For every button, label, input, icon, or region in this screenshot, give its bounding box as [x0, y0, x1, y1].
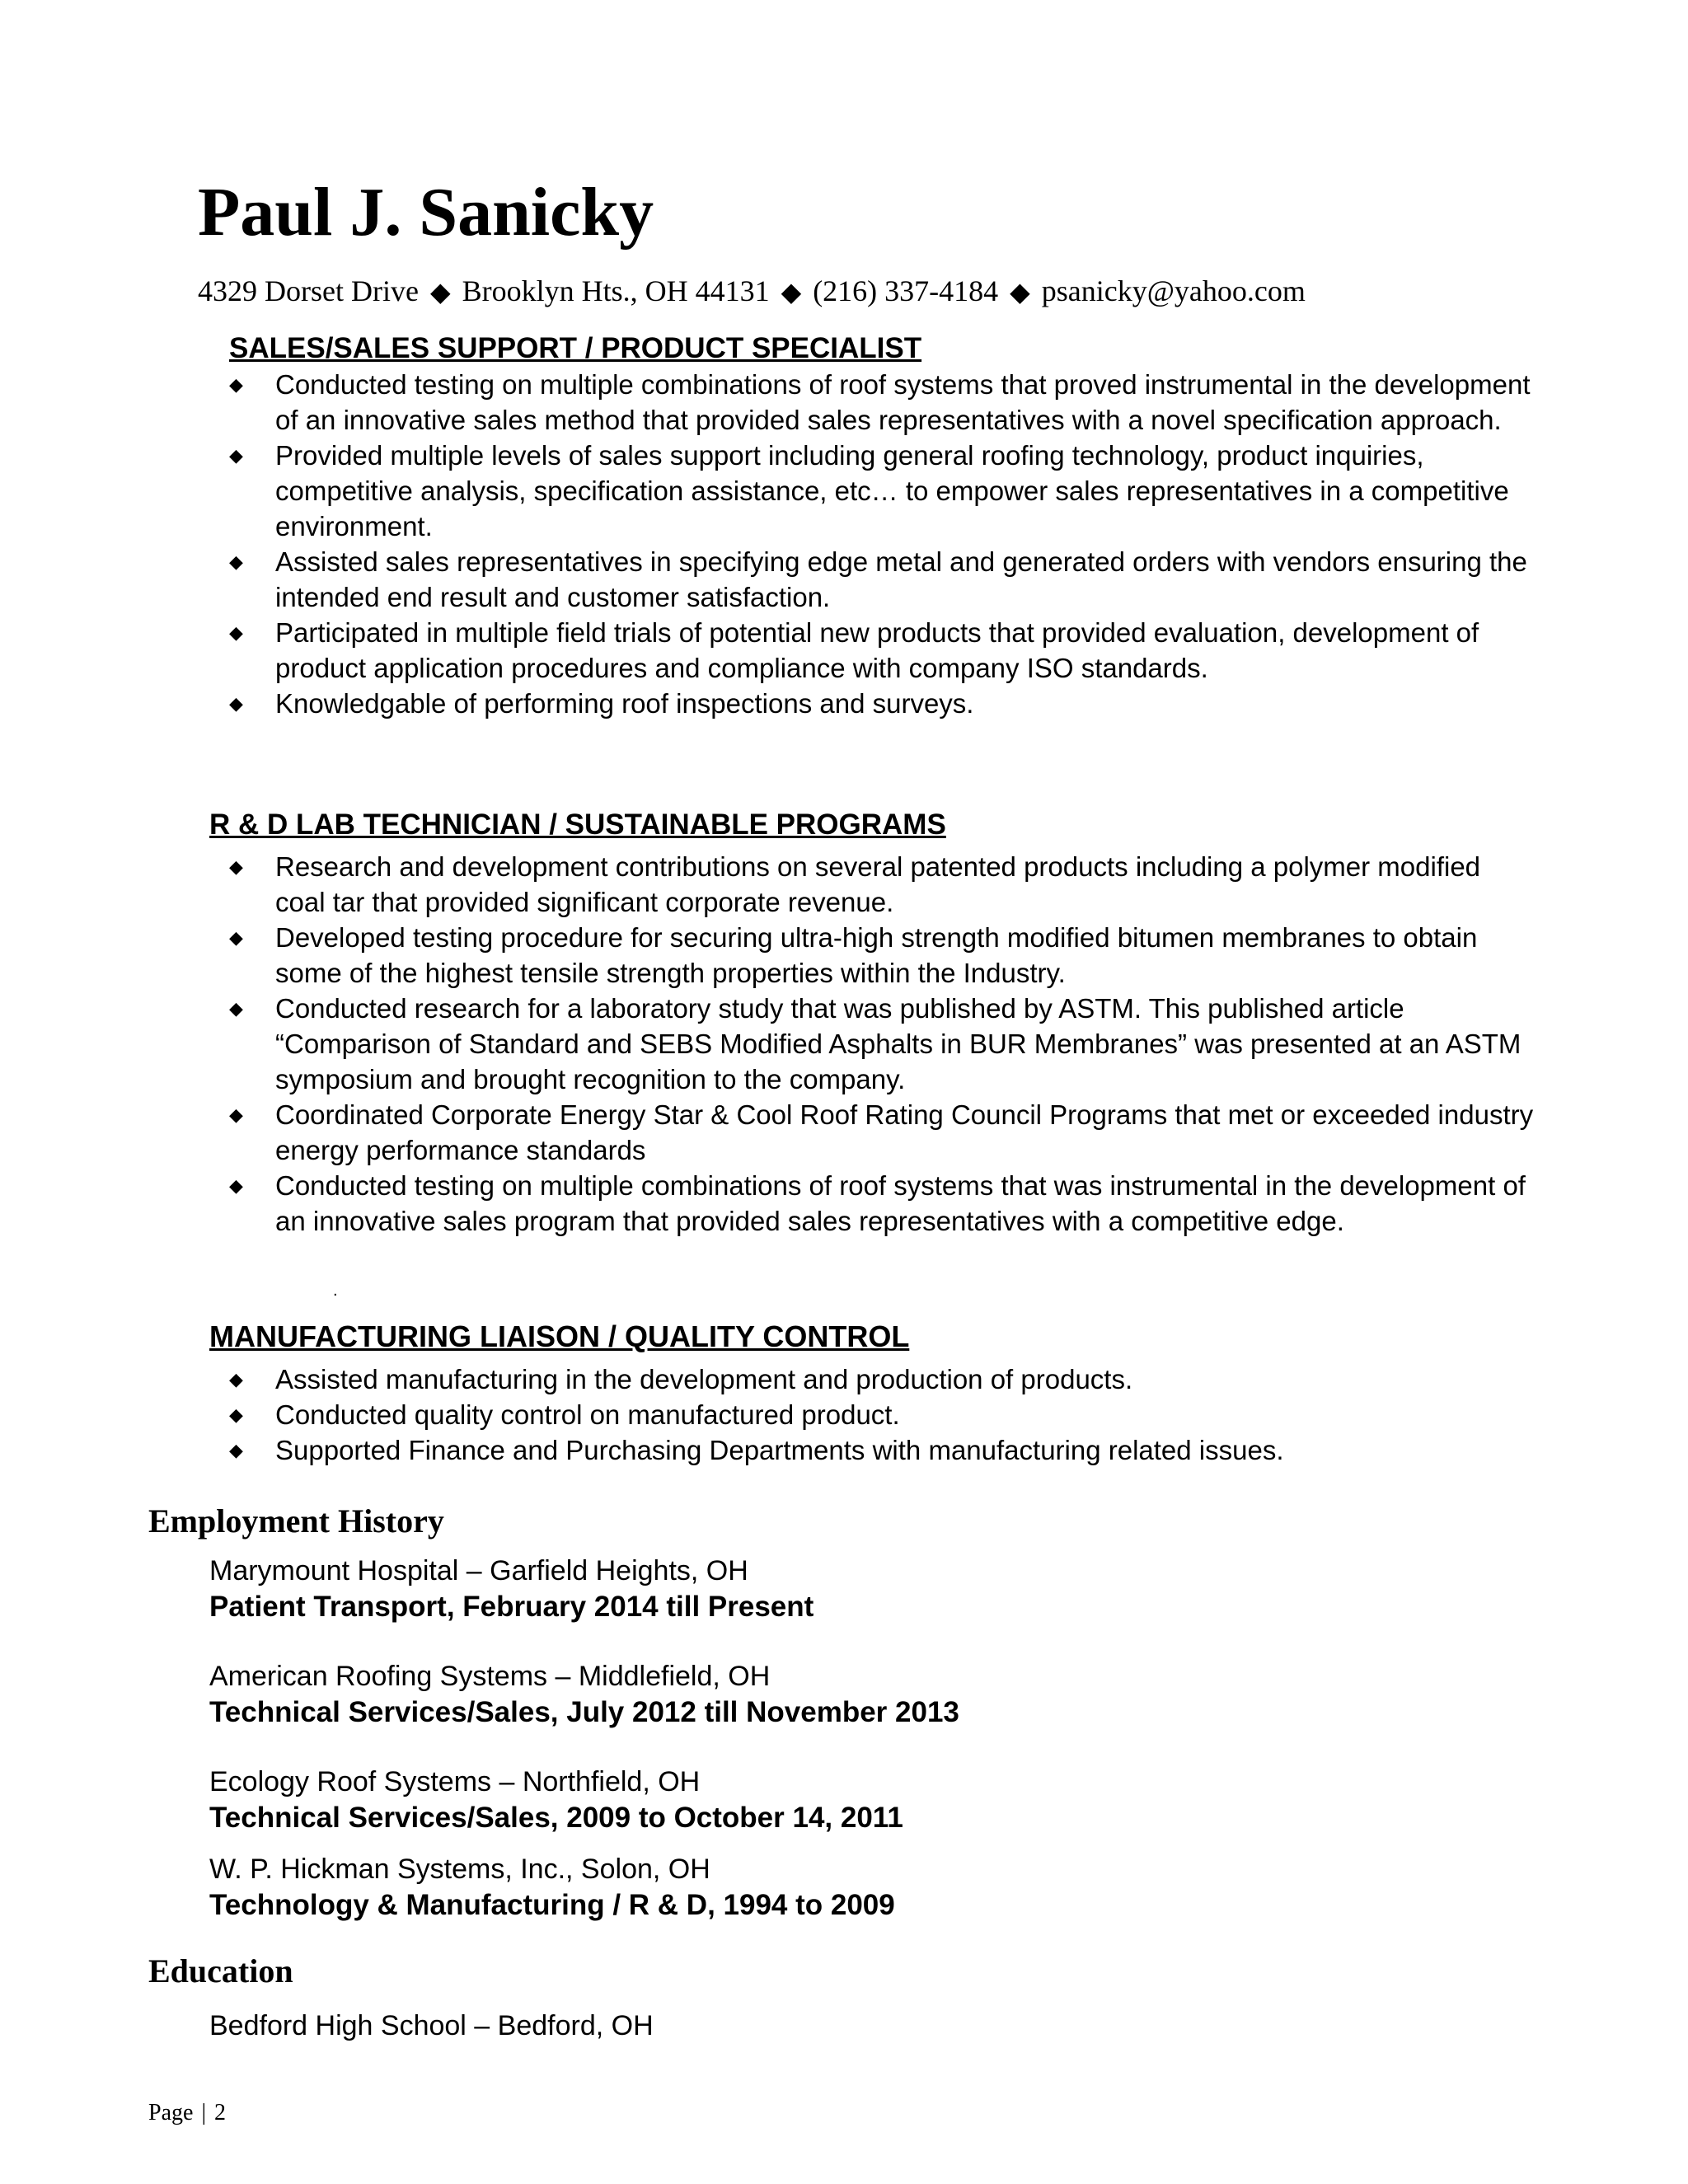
list-item: ◆ Coordinated Corporate Energy Star & Cool Roof Rating Council Programs that met or exceeded industry energy performance standards	[224, 1097, 1535, 1168]
employer-name: Ecology Roof Systems – Northfield, OH	[209, 1766, 701, 1797]
candidate-name: Paul J. Sanicky	[198, 174, 654, 251]
section-title-rd-lab: R & D LAB TECHNICIAN / SUSTAINABLE PROGRAMS	[209, 808, 946, 841]
manufacturing-bullet-list	[224, 1361, 1535, 1468]
footer-divider: |	[201, 2100, 207, 2125]
list-item: ◆ Supported Finance and Purchasing Departments with manufacturing related issues.	[224, 1432, 1535, 1468]
list-item: ◆ Research and development contributions on several patented products including a polymer modified coal tar that provided significant corporate revenue.	[224, 849, 1535, 920]
job-entry	[209, 1553, 814, 1625]
email-address: psanicky@yahoo.com	[1041, 274, 1306, 307]
separator-diamond: ◆	[781, 277, 802, 307]
list-item: ◆ Knowledgable of performing roof inspections and surveys.	[224, 686, 1535, 721]
page-footer	[148, 2100, 226, 2126]
diamond-bullet-icon: ◆	[229, 445, 243, 466]
contact-line	[198, 274, 1306, 309]
list-item: ◆ Assisted sales representatives in specifying edge metal and generated orders with vendors ensuring the intended end result and customer satisfaction.	[224, 544, 1535, 615]
diamond-bullet-icon: ◆	[229, 693, 243, 714]
list-item: ◆ Developed testing procedure for securing ultra-high strength modified bitumen membranes to obtain some of the highest tensile strength properties within the Industry.	[224, 920, 1535, 991]
separator-diamond: ◆	[429, 277, 451, 307]
school-entry: Bedford High School – Bedford, OH	[209, 2010, 654, 2041]
section-title-sales: SALES/SALES SUPPORT / PRODUCT SPECIALIST	[229, 332, 922, 364]
separator-diamond: ◆	[1010, 277, 1030, 307]
street-address: 4329 Dorset Drive	[198, 274, 419, 307]
list-item: ◆ Conducted research for a laboratory study that was published by ASTM. This published article “Comparison of Standard and SEBS Modified Asphalts in BUR Membranes” was presented at an ASTM symposium and brought recognition to the company.	[224, 991, 1535, 1097]
phone-number: (216) 337-4184	[813, 274, 999, 307]
employer-name: American Roofing Systems – Middlefield, OH	[209, 1661, 771, 1692]
list-item: ◆ Assisted manufacturing in the development and production of products.	[224, 1361, 1535, 1397]
job-title: Patient Transport, February 2014 till Present	[209, 1591, 814, 1623]
diamond-bullet-icon: ◆	[229, 1175, 243, 1196]
diamond-bullet-icon: ◆	[229, 622, 243, 643]
list-item: ◆ Participated in multiple field trials of potential new products that provided evaluation, development of product application procedures and compliance with company ISO standards.	[224, 615, 1535, 686]
list-item: ◆ Conducted testing on multiple combinations of roof systems that was instrumental in the development of an innovative sales program that provided sales representatives with a competitive edge.	[224, 1168, 1535, 1239]
job-title: Technical Services/Sales, July 2012 till November 2013	[209, 1696, 959, 1728]
diamond-bullet-icon: ◆	[229, 374, 243, 395]
diamond-bullet-icon: ◆	[229, 1369, 243, 1390]
job-entry	[209, 1851, 895, 1924]
diamond-bullet-icon: ◆	[229, 1404, 243, 1425]
diamond-bullet-icon: ◆	[229, 998, 243, 1019]
job-entry	[209, 1764, 903, 1836]
employer-name: Marymount Hospital – Garfield Heights, OH	[209, 1555, 748, 1586]
diamond-bullet-icon: ◆	[229, 551, 243, 572]
diamond-bullet-icon: ◆	[229, 927, 243, 948]
list-item: ◆ Conducted quality control on manufactured product.	[224, 1397, 1535, 1432]
diamond-bullet-icon: ◆	[229, 856, 243, 877]
diamond-bullet-icon: ◆	[229, 1104, 243, 1125]
job-title: Technology & Manufacturing / R & D, 1994 to 2009	[209, 1889, 895, 1921]
diamond-bullet-icon: ◆	[229, 1440, 243, 1460]
job-title: Technical Services/Sales, 2009 to October 14, 2011	[209, 1802, 903, 1834]
page-label: Page	[148, 2100, 194, 2125]
employment-history-heading: Employment History	[148, 1502, 444, 1540]
stray-mark: .	[333, 1282, 338, 1300]
rd-bullet-list	[224, 849, 1535, 1239]
sales-bullet-list	[224, 367, 1535, 721]
employer-name: W. P. Hickman Systems, Inc., Solon, OH	[209, 1854, 710, 1885]
page-number: 2	[214, 2100, 227, 2125]
list-item: ◆ Conducted testing on multiple combinations of roof systems that proved instrumental in the development of an innovative sales method that provided sales representatives with a novel specification approach.	[224, 367, 1535, 438]
list-item: ◆ Provided multiple levels of sales support including general roofing technology, product inquiries, competitive analysis, specification assistance, etc… to empower sales representatives in a competitive environment.	[224, 438, 1535, 544]
job-entry	[209, 1658, 959, 1731]
city-state-zip: Brooklyn Hts., OH 44131	[462, 274, 770, 307]
section-title-manufacturing: MANUFACTURING LIAISON / QUALITY CONTROL	[209, 1319, 910, 1353]
education-heading: Education	[148, 1952, 293, 1990]
